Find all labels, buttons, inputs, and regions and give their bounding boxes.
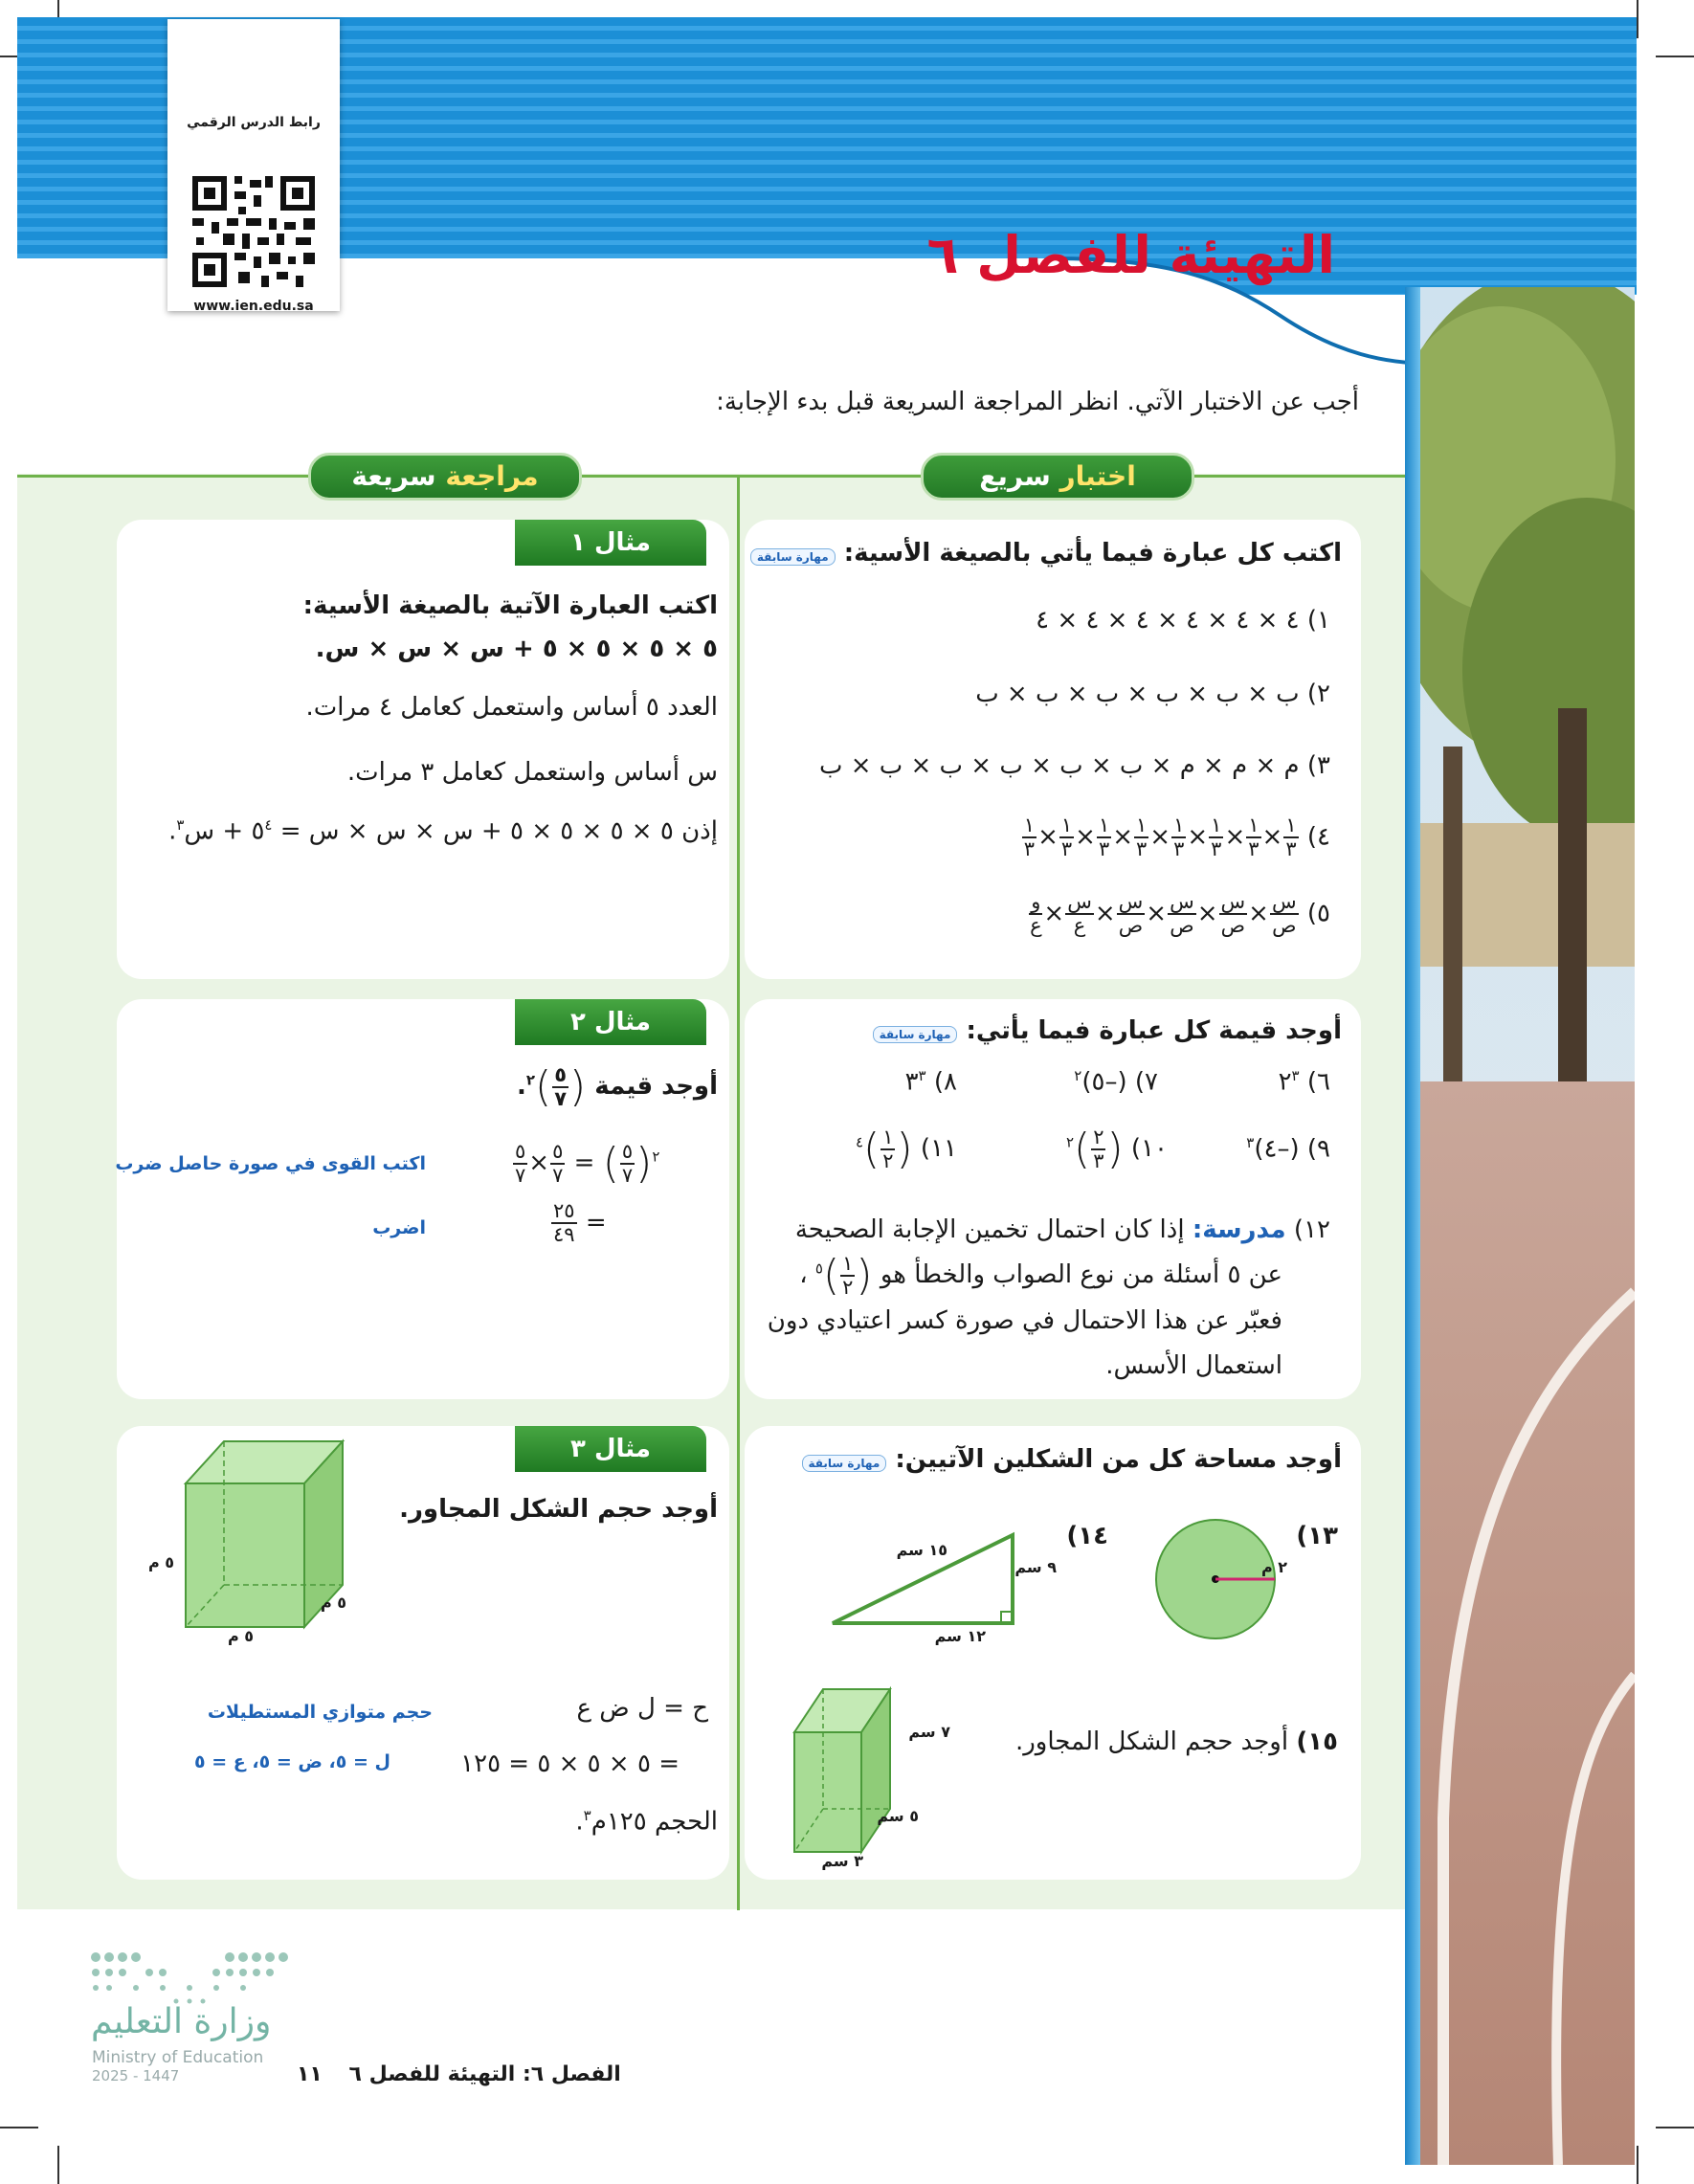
prism-figure — [790, 1684, 904, 1857]
prism-height-label: ٧ سم — [908, 1723, 950, 1741]
fraction: $\frac{١}{٣}$ — [1023, 813, 1036, 860]
fraction: $\frac{\text{س}}{\text{ع}}$ — [1067, 890, 1092, 937]
fraction: $\frac{\text{س}}{\text{ص}}$ — [1118, 890, 1144, 937]
quick-test-tab-part1: اختبار — [1059, 460, 1136, 492]
fraction: $\frac{١}{٣}$ — [1248, 813, 1259, 860]
skill-tag: مهارة سابقة — [873, 1026, 958, 1043]
section1-instruction-text: اكتب كل عبارة فيما يأتي بالصيغة الأسية: — [843, 539, 1342, 568]
example-1-line1: اكتب العبارة الآتية بالصيغة الأسية: — [302, 591, 718, 620]
page-number: ١١ — [297, 2062, 323, 2086]
section-rule — [17, 475, 1405, 478]
fraction: $\frac{١}{٣}$ — [1173, 813, 1185, 860]
section3-instruction-text: أوجد مساحة كل من الشكلين الآتيين: — [895, 1445, 1342, 1474]
section2-instruction-text: أوجد قيمة كل عبارة فيما يأتي: — [966, 1016, 1342, 1045]
page-footer — [297, 2062, 621, 2086]
qr-url-link[interactable]: www.ien.edu.sa — [193, 299, 314, 314]
example-3-note1: حجم متوازي المستطيلات — [207, 1702, 433, 1723]
question-15: ١٥) أوجد حجم الشكل المجاور. — [1014, 1727, 1338, 1756]
question-12-line3: فعبّر عن هذا الاحتمال في صورة كسر اعتيادي دون — [767, 1306, 1282, 1335]
question-7: ٧) (–٥)$^٢$ — [1074, 1067, 1158, 1097]
fraction: $\frac{\text{س}}{\text{ص}}$ — [1271, 890, 1297, 937]
question-8: ٨) $٣^٣$ — [904, 1067, 957, 1097]
cube-left-label: ٥ م — [147, 1553, 174, 1571]
question-4-number: ٤) — [1306, 822, 1330, 852]
fraction: $\frac{١}{٣}$ — [1136, 813, 1148, 860]
example-3-line1: أوجد حجم الشكل المجاور. — [399, 1495, 718, 1524]
fraction: $\frac{٢٥}{٤٩}$ — [553, 1199, 575, 1246]
example-2-tab: مثال ٢ — [515, 999, 706, 1045]
crop-mark — [1637, 0, 1638, 38]
ministry-name-ar: وزارة التعليم — [91, 2002, 272, 2041]
section2-instruction — [873, 1016, 1342, 1045]
fraction: $\frac{\text{و}}{\text{ع}}$ — [1030, 890, 1042, 937]
fraction: $\frac{٥}{٧}$ — [515, 1139, 526, 1187]
fraction: $\frac{١}{٣}$ — [1211, 813, 1222, 860]
prism-length-label: ٣ سم — [821, 1852, 863, 1870]
fraction: $\frac{١}{٣}$ — [1098, 813, 1110, 860]
example-1-line2: ٥ × ٥ × ٥ × ٥ + س × س × س. — [315, 635, 718, 663]
quick-test-tab — [921, 453, 1194, 501]
cube-right-label: ٥ م — [320, 1593, 346, 1612]
question-1: ١) ٤ × ٤ × ٤ × ٤ × ٤ × ٤ — [1036, 606, 1330, 635]
qr-code-icon[interactable] — [189, 172, 319, 291]
example-3-tab: مثال ٣ — [515, 1426, 706, 1472]
cube-bottom-label: ٥ م — [227, 1627, 254, 1645]
quick-review-tab-part1: مراجعة — [445, 460, 539, 492]
circle-radius-label: ٢ م — [1260, 1558, 1287, 1576]
qr-card[interactable] — [167, 19, 340, 314]
example-3-note2: ل = ٥، ض = ٥، ع = ٥ — [194, 1751, 390, 1772]
fraction: $\frac{٥}{٧}$ — [552, 1139, 564, 1187]
example-2-note2: اضرب — [372, 1217, 426, 1238]
fraction: $\frac{\text{س}}{\text{ص}}$ — [1220, 890, 1246, 937]
example-2-step2: $\frac{٢٥}{٤٩}$ = — [553, 1199, 607, 1246]
triangle-base-label: ١٢ سم — [934, 1627, 986, 1645]
question-13-number: ١٣) — [1296, 1522, 1338, 1550]
example-1-line4: س أساس واستعمل كعامل ٣ مرات. — [346, 758, 718, 787]
fraction: $\frac{\text{س}}{\text{ص}}$ — [1170, 890, 1194, 937]
ministry-name-en: Ministry of Education — [92, 2048, 264, 2067]
test-card-2 — [745, 999, 1361, 1399]
triangle-hypotenuse-label: ١٥ سم — [896, 1541, 947, 1559]
section1-instruction — [750, 539, 1342, 568]
question-12-label: مدرسة: — [1192, 1215, 1286, 1244]
example-1-line3: العدد ٥ أساس واستعمل كعامل ٤ مرات. — [305, 693, 718, 722]
column-divider — [737, 475, 740, 1910]
example-3-formula: ح = ل ض ع — [576, 1694, 708, 1723]
crop-mark — [57, 2146, 59, 2184]
example-2-line1: أوجد قيمة ( $\frac{٥}{٧}$ )$^٢$. — [517, 1062, 718, 1111]
question-2: ٢) ب × ب × ب × ب × ب × ب — [975, 680, 1330, 708]
quick-review-tab-part2: سريعة — [351, 460, 446, 492]
example-card-1 — [117, 520, 729, 979]
question-6: ٦) $٢^٣$ — [1278, 1067, 1330, 1097]
ministry-year: 2025 - 1447 — [92, 2067, 180, 2084]
intro-text: أجب عن الاختبار الآتي. انظر المراجعة السريعة قبل بدء الإجابة: — [716, 388, 1359, 416]
circle-figure — [1153, 1517, 1278, 1641]
question-12-line4: استعمال الأسس. — [1105, 1351, 1282, 1380]
footer-chapter: الفصل ٦: — [522, 2062, 621, 2086]
fraction: $\frac{٥}{٧}$ — [554, 1062, 568, 1110]
crop-mark — [1637, 2146, 1638, 2184]
example-1-line5: إذن ٥ × ٥ × ٥ × ٥ + س × س × س = $٥^٤$ + س$^٣$. — [168, 816, 718, 846]
example-2-note1: اكتب القوى في صورة حاصل ضرب — [115, 1153, 426, 1174]
example-3-result: الحجم ١٢٥م$^٣$. — [575, 1807, 718, 1837]
question-5: ٥) $\frac{\text{س}}{\text{ص}}$ × $\frac{\text{س}}{\text{ص}}$ × $\frac{\text{س}}{\text{ص}}$ × $\frac{\text{س}}{\text{ص}}$ × $\frac{\text{س}}{\text{ع}}$ × $\frac{\text{و}}{\text{ع}}$ — [1030, 890, 1330, 937]
crop-mark — [1656, 56, 1694, 57]
question-9: ٩) (–٤)$^٣$ — [1246, 1134, 1330, 1164]
qr-label: رابط الدرس الرقمي — [187, 115, 321, 130]
question-12: ١٢) مدرسة: إذا كان احتمال تخمين الإجابة الصحيحة — [794, 1215, 1330, 1244]
question-11: ١١) ( $\frac{١}{٢}$ )$^٤$ — [855, 1125, 957, 1173]
fraction: $\frac{٥}{٧}$ — [621, 1139, 634, 1187]
quick-test-tab-part2: سريع — [979, 460, 1060, 492]
prism-width-label: ٥ سم — [877, 1807, 919, 1825]
page-title: التهيئة للفصل ٦ — [926, 225, 1335, 285]
footer-title: التهيئة للفصل ٦ — [348, 2062, 516, 2086]
example-1-tab: مثال ١ — [515, 520, 706, 566]
fraction: $\frac{١}{٣}$ — [1060, 813, 1073, 860]
example-2-step1: $\frac{٥}{٧}$ × $\frac{٥}{٧}$ = ( $\frac{٥}{٧}$ )$^٢$ — [515, 1139, 660, 1188]
skill-tag: مهارة سابقة — [802, 1455, 887, 1472]
question-14-number: ١٤) — [1066, 1522, 1108, 1550]
example-card-2 — [117, 999, 729, 1399]
triangle-height-label: ٩ سم — [1014, 1558, 1057, 1576]
example-3-calc: = ٥ × ٥ × ٥ = ١٢٥ — [460, 1749, 680, 1778]
skill-tag: مهارة سابقة — [750, 548, 836, 566]
side-accent-bar — [1405, 287, 1420, 2165]
fraction: $\frac{١}{٢}$ — [842, 1251, 854, 1299]
question-10: ١٠) ( $\frac{٢}{٣}$ )$^٢$ — [1065, 1125, 1168, 1173]
question-12-line2: عن ٥ أسئلة من نوع الصواب والخطأ هو ( $\frac{١}{٢}$ )$^٥$ ، — [799, 1251, 1282, 1300]
question-5-number: ٥) — [1306, 899, 1330, 928]
question-3: ٣) م × م × م × ب × ب × ب × ب × ب × ب — [818, 751, 1330, 780]
fraction: $\frac{٢}{٣}$ — [1093, 1125, 1104, 1172]
fraction: $\frac{١}{٢}$ — [882, 1125, 894, 1172]
fraction: $\frac{١}{٣}$ — [1285, 813, 1297, 860]
crop-mark — [1656, 2127, 1694, 2128]
section3-instruction — [802, 1445, 1343, 1474]
crop-mark — [0, 2127, 38, 2128]
park-photo — [1415, 287, 1635, 2165]
quick-review-tab — [308, 453, 582, 501]
question-4: ٤) $\frac{١}{٣}$ × $\frac{١}{٣}$ × $\frac{١}{٣}$ × $\frac{١}{٣}$ × $\frac{١}{٣}$ × $\frac{١}{٣}$ × $\frac{١}{٣}$ × $\frac{١}{٣}$ — [1023, 813, 1330, 860]
